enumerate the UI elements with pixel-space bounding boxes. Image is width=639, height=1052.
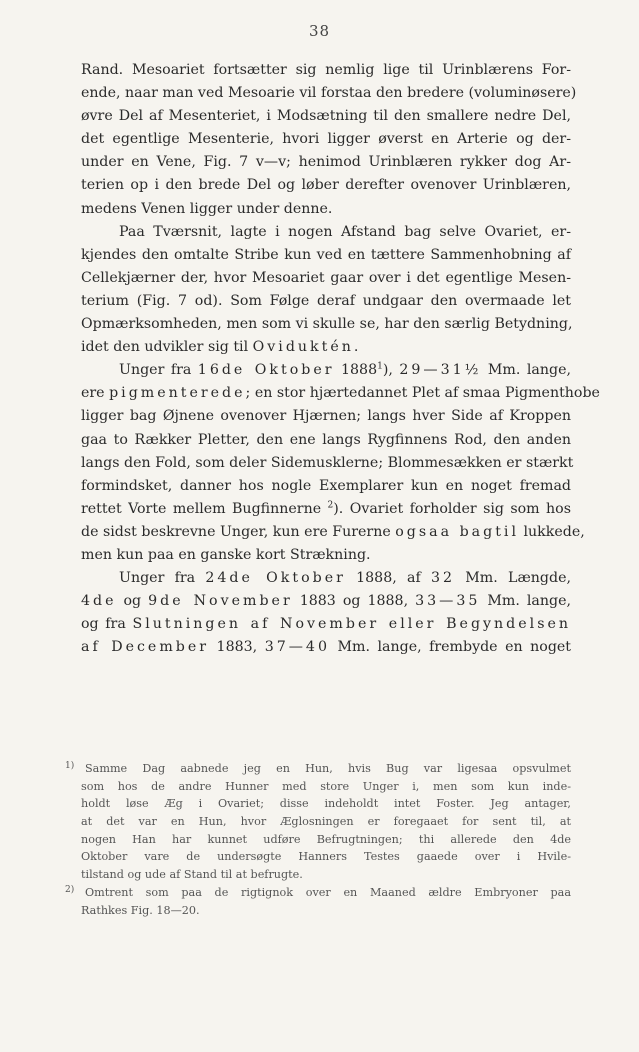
text-line	[81, 636, 571, 659]
text-line: men kun paa en ganske kort Strækning.	[81, 546, 371, 563]
text-line: øvre Del af Mesenteriet, i Modsætning til den smallere nedre Del,	[81, 108, 571, 125]
footnote-line: nogen Han har kunnet udføre Befrugtningen; thi allerede den 4de	[81, 832, 571, 846]
text-line: kjendes den omtalte Stribe kun ved en tættere Sammenhobning af	[81, 246, 571, 263]
text-line: det egentlige Mesenterie, hvori ligger øverst en Arterie og der-	[81, 131, 571, 148]
text-line	[81, 359, 571, 382]
text-fragment: .	[353, 339, 359, 356]
text-line: formindsket, danner hos nogle Exemplarer kun en noget fremad	[81, 477, 571, 494]
text-fragment: Unger fra	[119, 570, 206, 587]
text-line	[81, 498, 571, 521]
spaced-measure: 29—31½	[399, 362, 482, 379]
text-fragment: Mm. lange,	[481, 362, 571, 379]
text-line: langs den Fold, som deler Sidemusklerne; Blommesækken er stærkt	[81, 454, 574, 471]
text-line	[81, 382, 600, 405]
text-fragment: Mm. Længde,	[455, 570, 571, 587]
text-line: Paa Tværsnit, lagte i nogen Afstand bag selve Ovariet, er-	[119, 223, 571, 240]
text-line	[81, 590, 571, 613]
text-fragment: Unger fra	[119, 362, 198, 379]
footnote-line	[65, 884, 571, 902]
footnote-line: Rathkes Fig. 18—20.	[81, 903, 200, 917]
text-fragment: idet den udvikler sig til	[81, 339, 253, 356]
text-fragment: og fra	[81, 616, 133, 633]
text-fragment: Mm. lange, frembyde en noget	[329, 639, 571, 656]
text-line	[81, 613, 571, 636]
footnote-line: at det var en Hun, hvor Æglosningen er foregaaet for sent til, at	[81, 815, 571, 829]
text-line: terium (Fig. 7 od). Som Følge deraf undgaar den overmaade let	[81, 292, 571, 309]
text-fragment: ; en stor hjærtedannet Plet af smaa Pigmenthobe	[245, 385, 600, 402]
spaced-term: Oviduktén	[252, 339, 354, 356]
text-fragment: rettet Vorte mellem Bugfinnerne	[81, 500, 328, 517]
text-line: ligger bag Øjnene ovenover Hjærnen; langs hver Side af Kroppen	[81, 408, 571, 425]
spaced-date: 16de Oktober	[197, 362, 335, 379]
text-fragment: Omtrent som paa de rigtignok over en Maaned ældre Embryoner paa	[85, 885, 571, 899]
footnote-line: tilstand og ude af Stand til at befrugte.	[81, 868, 303, 882]
spaced-date: af December	[81, 639, 210, 656]
footnote-marker: 2)	[65, 884, 75, 895]
text-fragment: 1883 og 1888,	[292, 593, 416, 610]
spaced-date: 24de Oktober	[205, 570, 346, 587]
text-line: Rand. Mesoariet fortsætter sig nemlig lige til Urinblærens For-	[81, 62, 571, 78]
text-line	[81, 336, 571, 359]
footnotes	[65, 760, 571, 919]
footnote-ref: 1	[377, 361, 383, 372]
spaced-date: Slutningen af November eller Begyndelsen	[132, 616, 572, 633]
text-line: gaa to Rækker Pletter, den ene langs Rygfinnens Rod, den anden	[81, 431, 571, 448]
text-fragment: Samme Dag aabnede jeg en Hun, hvis Bug var ligesaa opsvulmet	[85, 762, 571, 775]
text-fragment: de sidst beskrevne Unger, kun ere Furerne	[81, 523, 396, 540]
spaced-term: pigmenterede	[109, 385, 246, 402]
text-line: Opmærksomheden, men som vi skulle se, har den særlig Betydning,	[81, 316, 573, 333]
spaced-date: 4de	[81, 593, 117, 610]
text-line	[81, 567, 571, 590]
text-line: under en Vene, Fig. 7 v—v; henimod Urinblæren rykker dog Ar-	[81, 154, 571, 171]
spaced-measure: 37—40	[264, 639, 330, 656]
text-fragment: ). Ovariet forholder sig som hos	[333, 500, 571, 517]
spaced-measure: 33—35	[415, 593, 481, 610]
text-line: ende, naar man ved Mesoarie vil forstaa den bredere (voluminøsere)	[81, 85, 577, 102]
text-line: terien op i den brede Del og løber derefter ovenover Urinblæren,	[81, 177, 571, 194]
spaced-term: ogsaa bagtil	[395, 523, 519, 540]
body-text	[81, 59, 600, 659]
text-fragment: ),	[382, 362, 400, 379]
footnote-line: som hos de andre Hunner med store Unger i, men som kun inde-	[81, 779, 571, 793]
footnote-line	[65, 760, 571, 778]
text-fragment: og	[116, 593, 149, 610]
footnote-ref: 2	[327, 500, 334, 511]
spaced-date: 9de November	[148, 593, 293, 610]
spaced-measure: 32	[430, 570, 456, 587]
text-fragment: 1888, af	[345, 570, 431, 587]
text-fragment: 1883,	[209, 639, 265, 656]
text-line: medens Venen ligger under denne.	[81, 200, 333, 217]
page-number: 38	[308, 22, 331, 40]
text-line: Cellekjærner der, hvor Mesoariet gaar over i det egentlige Mesen-	[81, 269, 571, 286]
text-line	[81, 521, 585, 544]
footnote-line: Oktober vare de undersøgte Hanners Testes gaaede over i Hvile-	[81, 850, 571, 864]
text-fragment: 1888	[334, 362, 378, 379]
text-fragment: lukkede,	[518, 523, 585, 540]
footnote-line: holdt løse Æg i Ovariet; disse indeholdt intet Foster. Jeg antager,	[81, 797, 571, 811]
text-fragment: ere	[81, 385, 110, 402]
footnote-marker: 1)	[65, 761, 75, 771]
text-fragment: Mm. lange,	[480, 593, 571, 610]
